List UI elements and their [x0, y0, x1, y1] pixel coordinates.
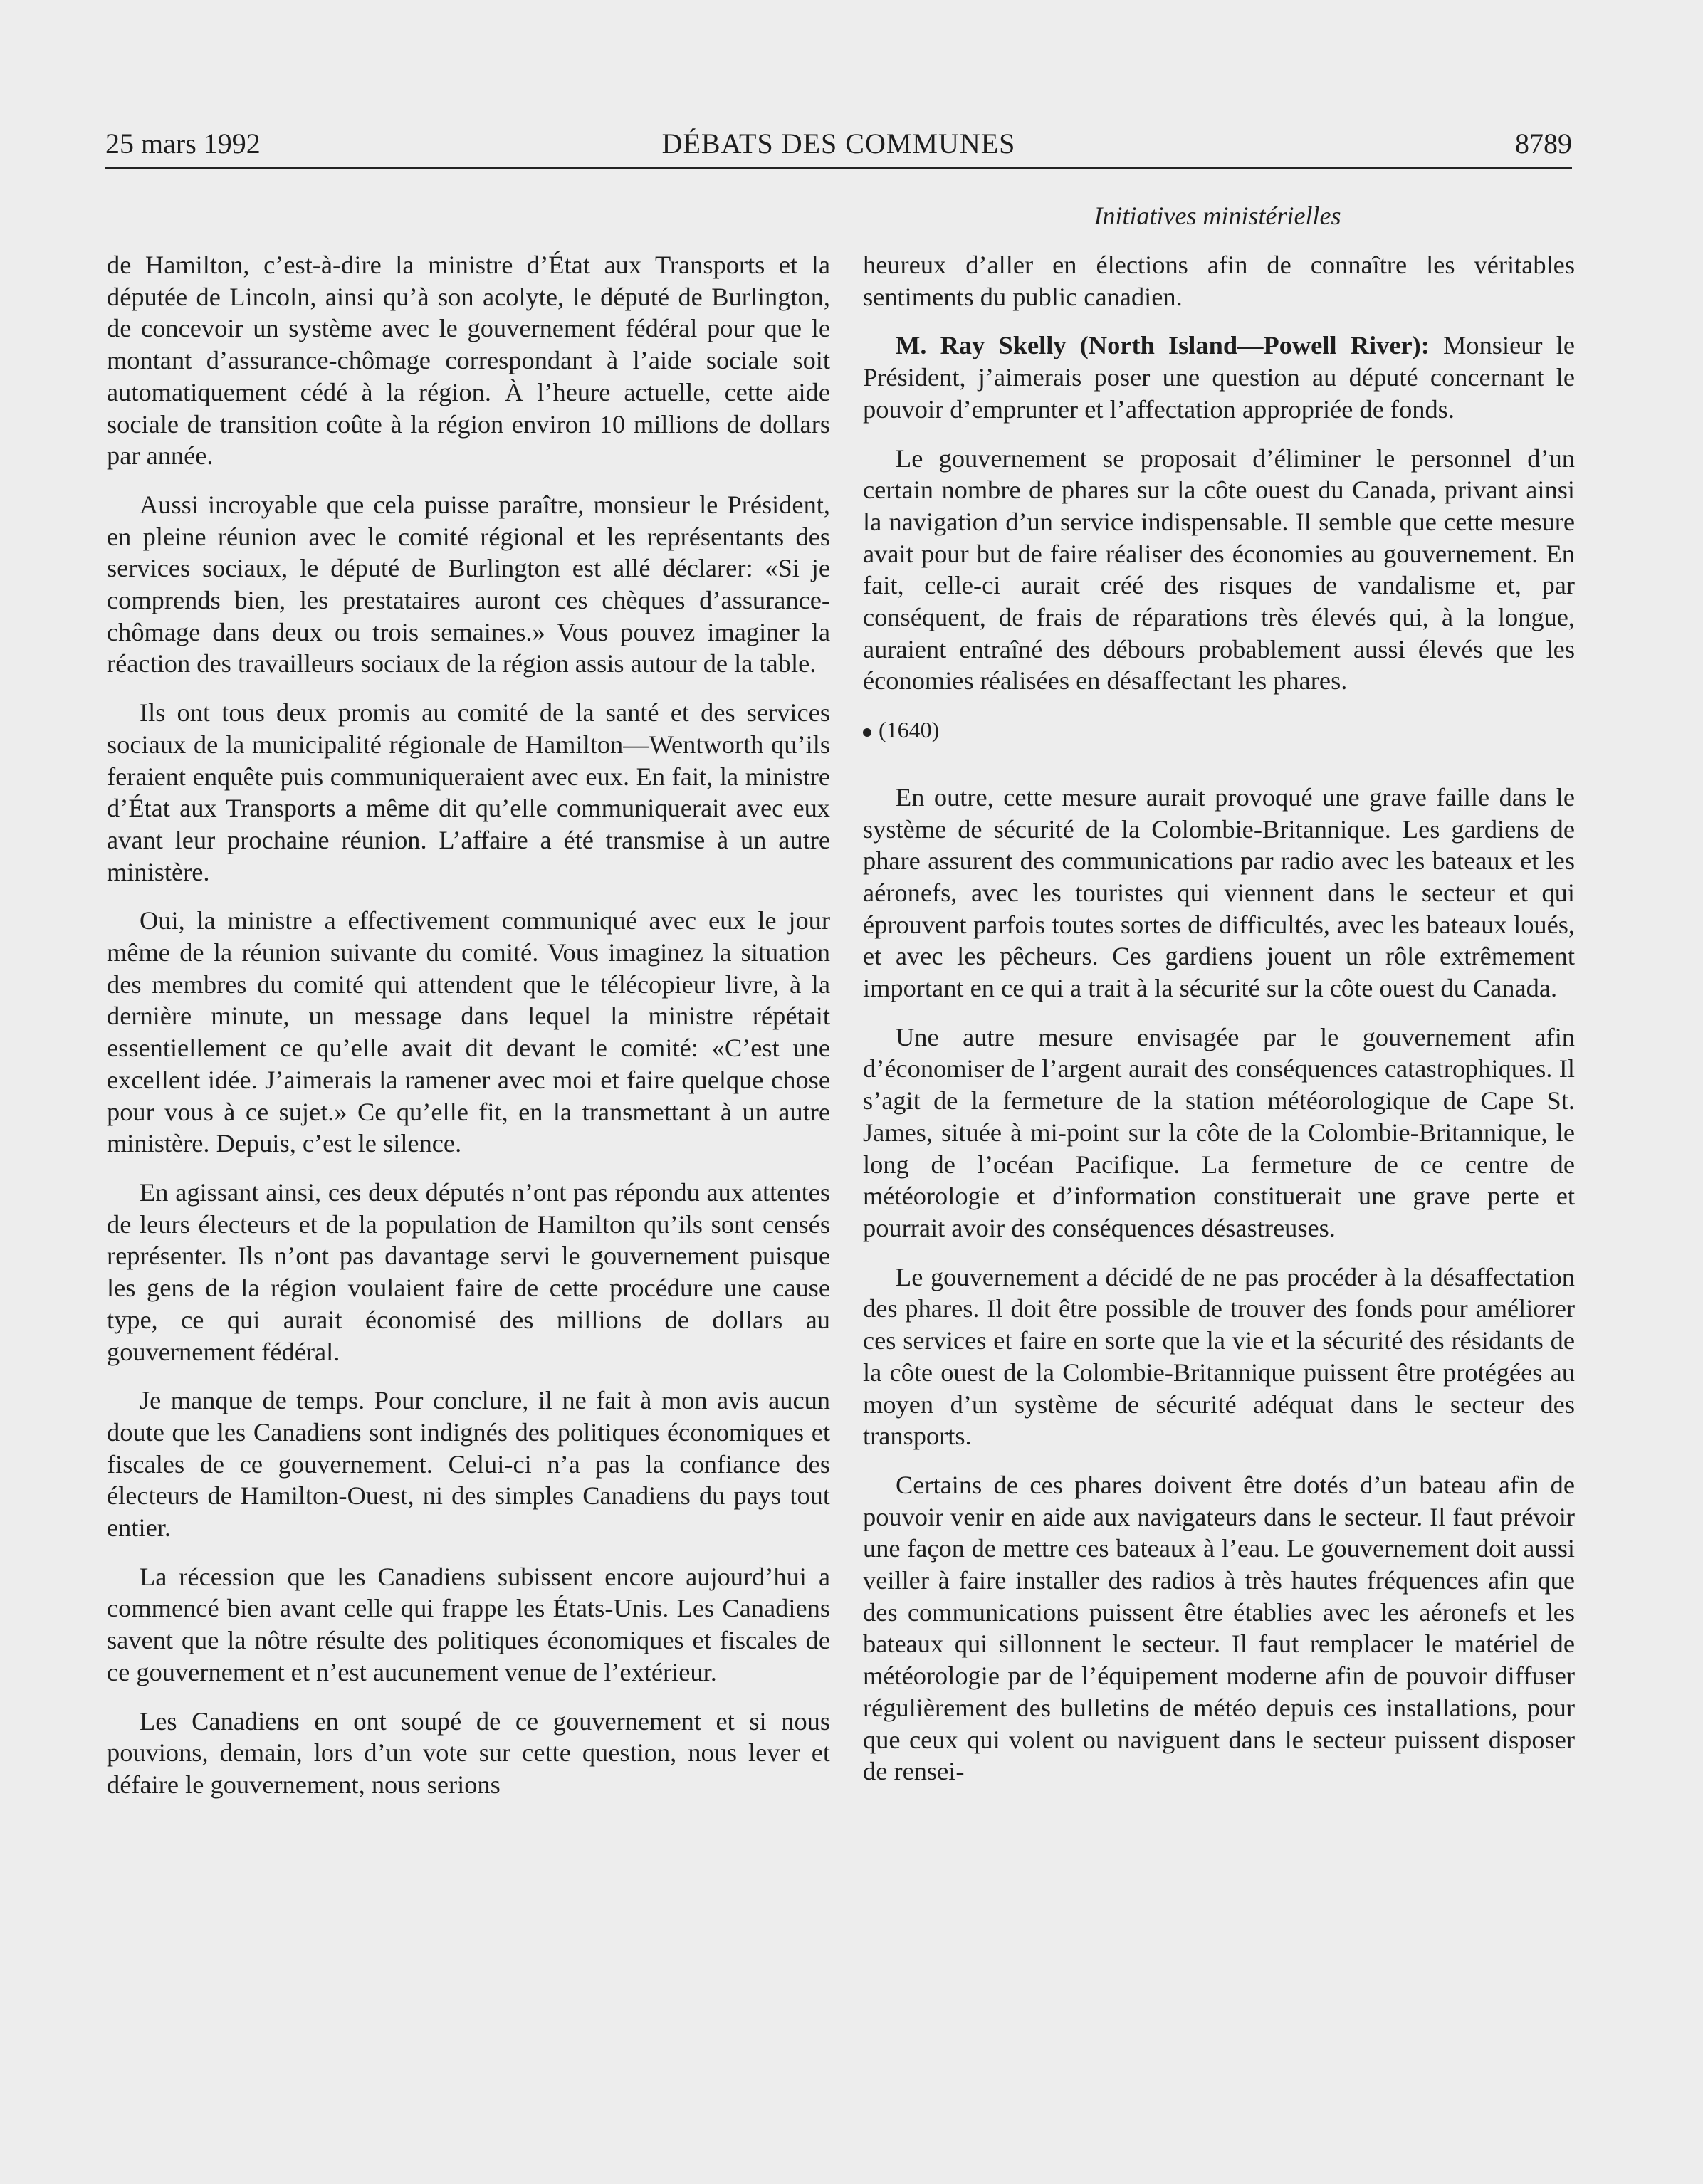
- paragraph: de Hamilton, c’est-à-dire la ministre d’État aux Transports et la députée de Lincoln, ainsi qu’à son acolyte, le député de Burlington, de concevoir un système avec le gouvernement fédéral pour que le montant d’assurance-chômage correspondant à l’aide sociale soit automatiquement cédé à la région. À l’heure actuelle, cette aide sociale de transition coûte à la région environ 10 millions de dollars par année.: [107, 251, 830, 471]
- right-column: [863, 249, 1575, 1805]
- paragraph: En agissant ainsi, ces deux députés n’ont pas répondu aux attentes de leurs électeurs et de la population de Hamilton qu’ils sont censés représenter. Ils n’ont pas davantage servi le gouvernement puisque les gens de la région voulaient faire de cette procédure une cause type, ce qui aurait économisé des millions de dollars au gouvernement fédéral.: [107, 1177, 830, 1366]
- paragraph: En outre, cette mesure aurait provoqué une grave faille dans le système de sécurité de la Colombie-Britannique. Les gardiens de phare assurent des communications par radio avec les bateaux et les aéronefs, avec les touristes qui viennent dans le secteur et qui éprouvent parfois toutes sortes de difficultés, avec les bateaux loués, et avec les pêcheurs. Ces gardiens jouent un rôle extrêmement important en ce qui a trait à la sécurité sur la côte ouest du Canada.: [863, 782, 1575, 1003]
- section-title: Initiatives ministérielles: [1094, 201, 1341, 230]
- paragraph: Le gouvernement a décidé de ne pas procéder à la désaffectation des phares. Il doit être possible de trouver des fonds pour améliorer ces services et faire en sorte que la vie et la sécurité des résidants de la côte ouest de la Colombie-Britannique puissent être protégées au moyen d’un système de sécurité adéquat dans le secteur des transports.: [863, 1262, 1575, 1451]
- paragraph: heureux d’aller en élections afin de connaître les véritables sentiments du public canadien.: [863, 251, 1575, 311]
- left-column: [107, 249, 830, 1818]
- speaker-paragraph: [863, 330, 1575, 425]
- page-number: 8789: [1515, 127, 1572, 159]
- paragraph: Ils ont tous deux promis au comité de la santé et des services sociaux de la municipalité régionale de Hamilton—Wentworth qu’ils feraient enquête puis communiqueraient avec eux. En fait, la ministre d’État aux Transports a même dit qu’elle communiquerait avec eux avant leur prochaine réunion. L’affaire a été transmise à un autre ministère.: [107, 698, 830, 886]
- header-rule: [105, 167, 1572, 169]
- header-date: 25 mars 1992: [105, 127, 261, 159]
- speaker-name: M. Ray Skelly (North Island—Powell River):: [896, 331, 1430, 360]
- header-title: DÉBATS DES COMMUNES: [661, 127, 1016, 159]
- paragraph: Les Canadiens en ont soupé de ce gouvernement et si nous pouvions, demain, lors d’un vote sur cette question, nous lever et défaire le gouvernement, nous serions: [107, 1706, 830, 1799]
- page-header: [105, 122, 1572, 165]
- bullet-icon: [863, 728, 871, 737]
- paragraph: Une autre mesure envisagée par le gouvernement afin d’économiser de l’argent aurait des conséquences catastrophiques. Il s’agit de la fermeture de la station météorologique de Cape St. James, située à mi-point sur la côte de la Colombie-Britannique, le long de l’océan Pacifique. La fermeture de ce centre de météorologie et d’information constituerait une grave perte et pourrait avoir des conséquences désastreuses.: [863, 1022, 1575, 1242]
- paragraph: Oui, la ministre a effectivement communiqué avec eux le jour même de la réunion suivante du comité. Vous imaginez la situation des membres du comité qui attendent que le télécopieur livre, à la dernière minute, un message dans lequel la ministre répétait essentiellement ce qu’elle avait dit devant le comité: «C’est une excellent idée. J’aimerais la ramener avec moi et faire quelque chose pour vous à ce sujet.» Ce qu’elle fit, en la transmettant à un autre ministère. Depuis, c’est le silence.: [107, 906, 830, 1158]
- speaker-text: Monsieur le Président, j’aimerais poser une question au député concernant le pouvoir d’emprunter et l’affectation appropriée de fonds.: [863, 331, 1575, 424]
- paragraph: Certains de ces phares doivent être dotés d’un bateau afin de pouvoir venir en aide aux navigateurs dans le secteur. Il faut prévoir une façon de mettre ces bateaux à l’eau. Le gouvernement doit aussi veiller à faire installer des radios à très hautes fréquences afin que des communications puissent être établies avec les aéronefs et les bateaux qui sillonnent le secteur. Il faut remplacer le matériel de météorologie par de l’équipement moderne afin de pouvoir diffuser régulièrement des bulletins de météo depuis ces installations, pour que ceux qui volent ou naviguent dans le secteur puissent disposer de rensei-: [863, 1470, 1575, 1786]
- paragraph: Je manque de temps. Pour conclure, il ne fait à mon avis aucun doute que les Canadiens sont indignés des politiques économiques et fiscales de ce gouvernement. Celui-ci n’a pas la confiance des électeurs de Hamilton-Ouest, ni des simples Canadiens du pays tout entier.: [107, 1386, 830, 1543]
- paragraph: Le gouvernement se proposait d’éliminer le personnel d’un certain nombre de phares sur la côte ouest du Canada, privant ainsi la navigation d’un service indispensable. Il semble que cette mesure avait pour but de faire réaliser des économies au gouvernement. En fait, celle-ci aurait créé des risques de vandalisme et, par conséquent, de frais de réparations très élevés qui, à la longue, auraient entraîné des débours probablement aussi élevés que les économies réalisées en désaffectant les phares.: [863, 443, 1575, 695]
- paragraph: La récession que les Canadiens subissent encore aujourd’hui a commencé bien avant celle qui frappe les États-Unis. Les Canadiens savent que la nôtre résulte des politiques économiques et fiscales de ce gouvernement et n’est aucunement venue de l’extérieur.: [107, 1562, 830, 1686]
- time-marker-text: (1640): [879, 717, 940, 743]
- paragraph: Aussi incroyable que cela puisse paraître, monsieur le Président, en pleine réunion avec le comité régional et les représentants des services sociaux, le député de Burlington est allé déclarer: «Si je comprends bien, les prestataires auront ces chèques d’assurance-chômage dans deux ou trois semaines.» Vous pouvez imaginer la réaction des travailleurs sociaux de la région assis autour de la table.: [107, 490, 830, 678]
- time-marker: [863, 714, 1575, 746]
